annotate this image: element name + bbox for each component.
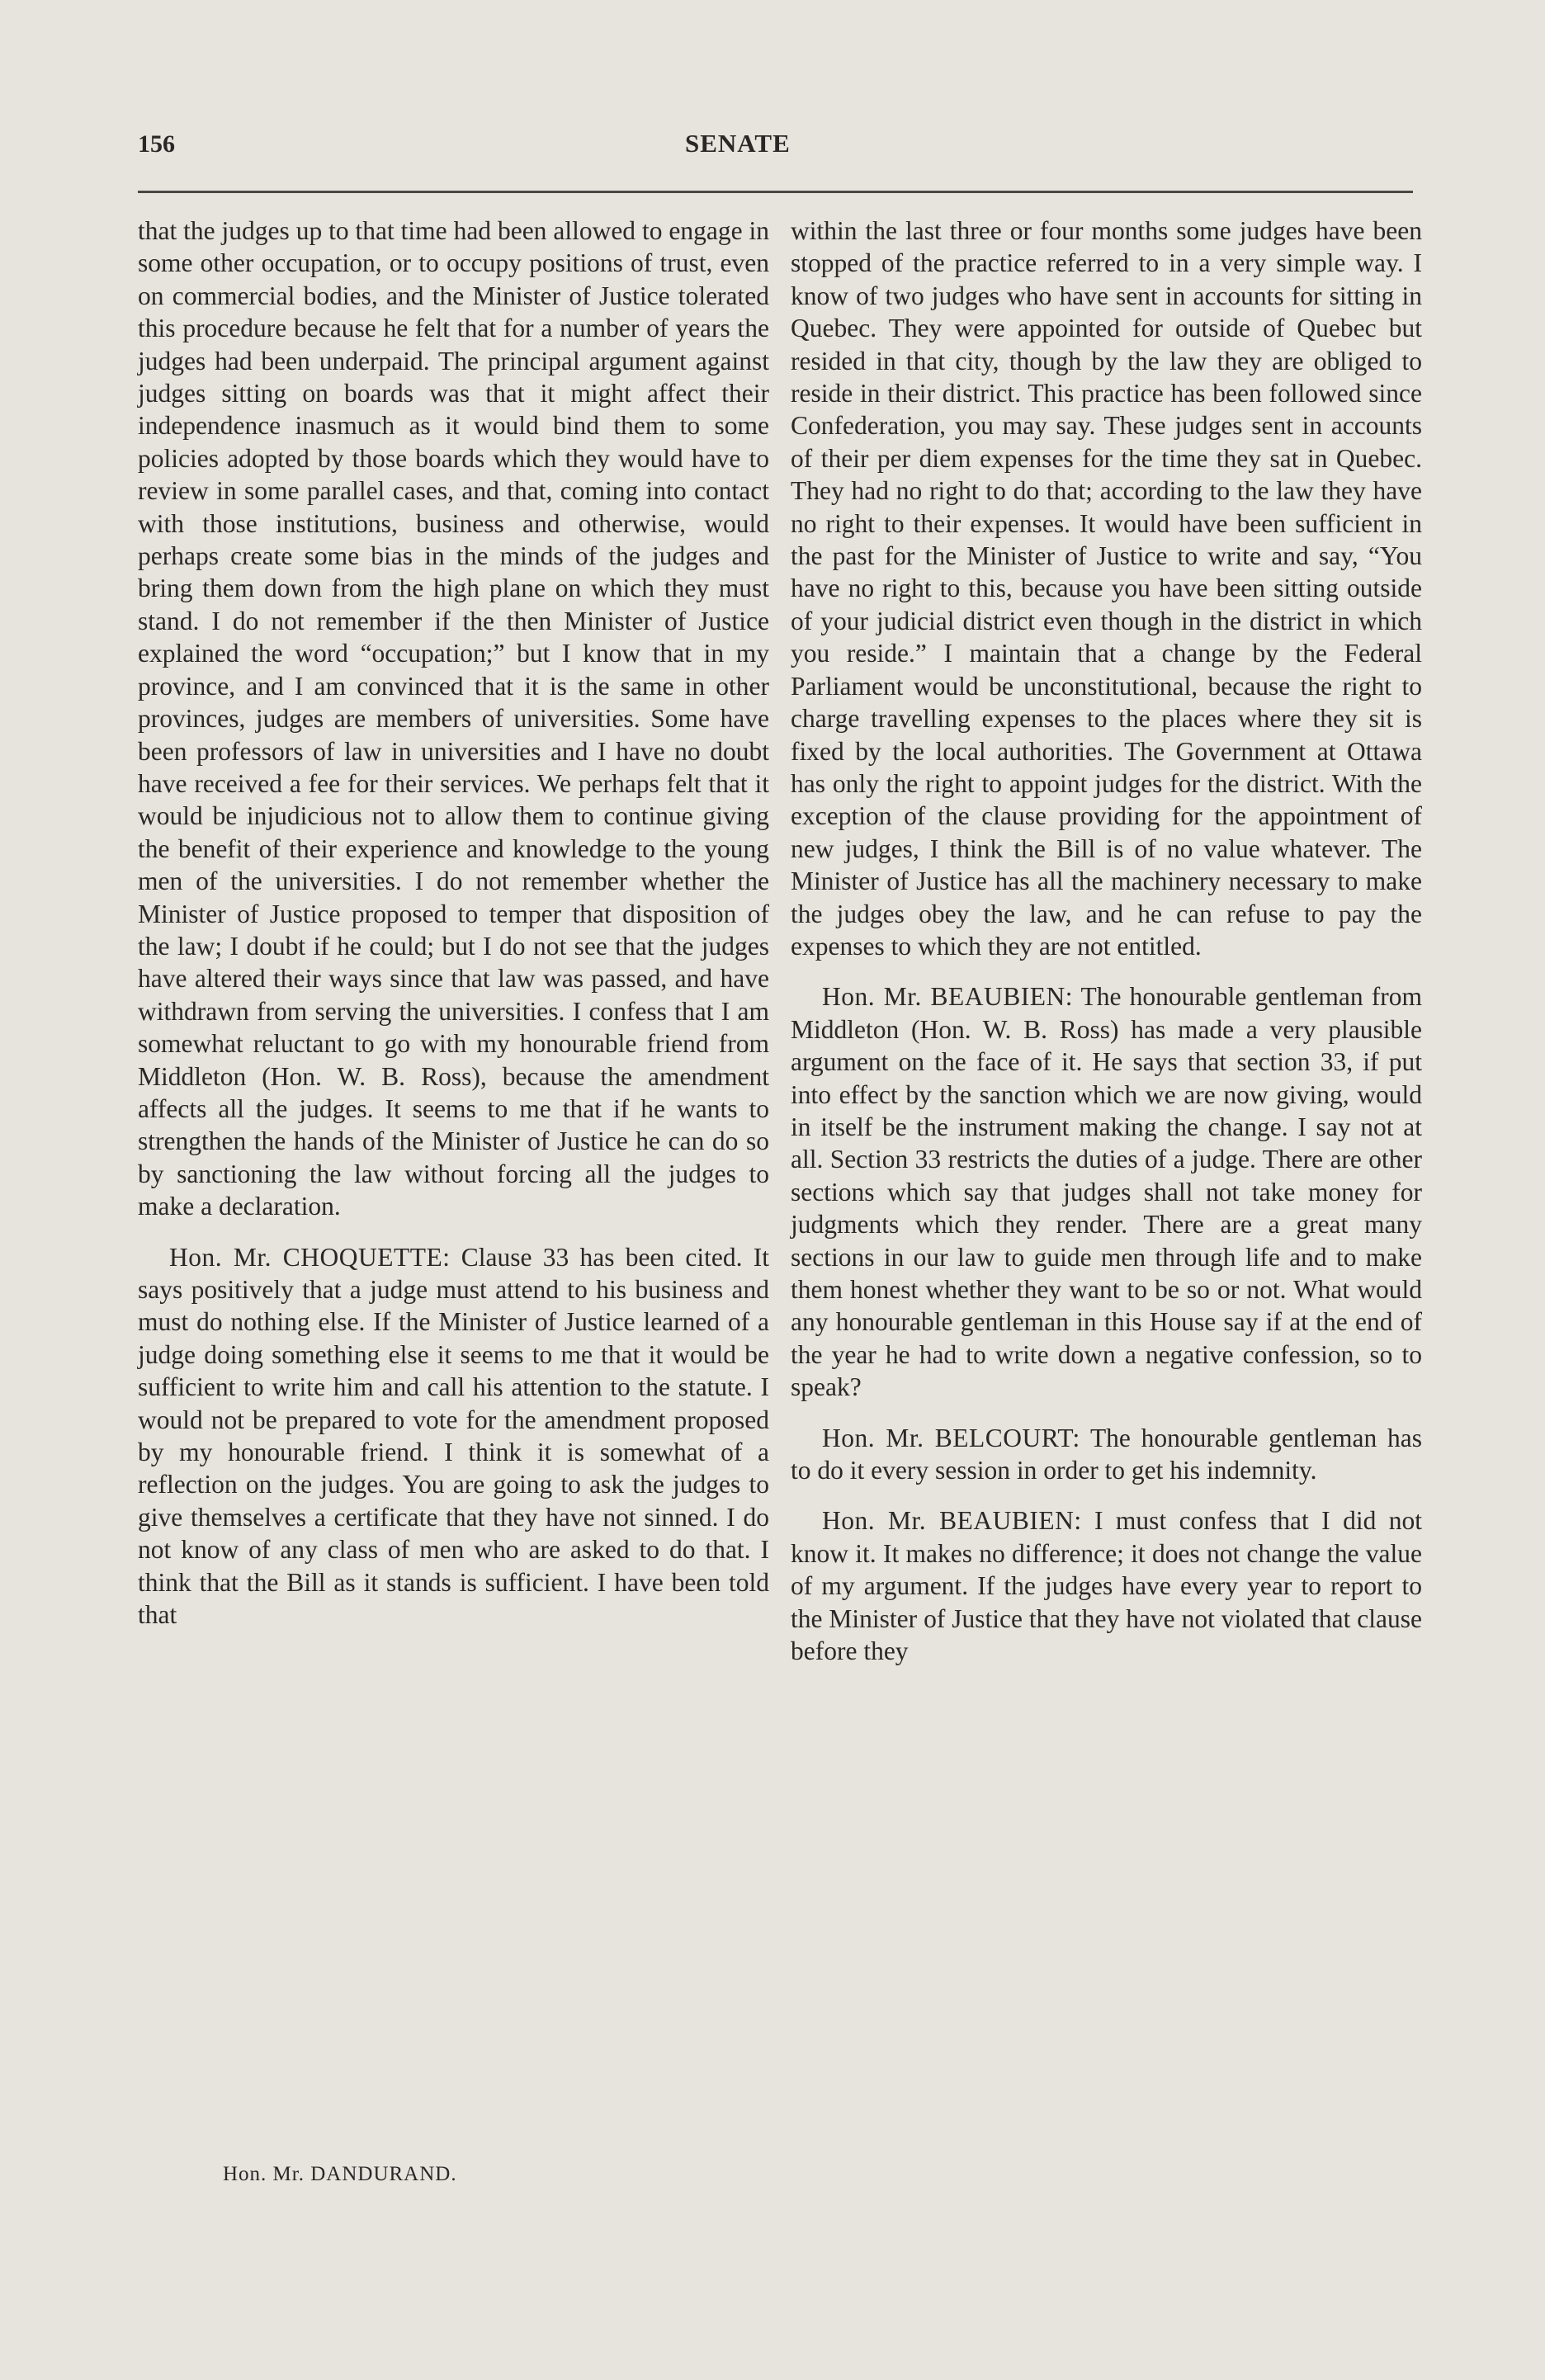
right-paragraph-1: within the last three or four months some judges have been stopped of the practice referred to in a very simple way. I know of two judges who have sent in accounts for sitting in Quebec. They were appointed for outside of Quebec but resided in that city, though by the law they are obliged to reside in their district. This practice has been followed since Confederation, you may say. These judges sent in accounts of their per diem expenses for the time they sat in Quebec. They had no right to do that; according to the law they have no right to their expenses. It would have been sufficient in the past for the Minister of Justice to write and say, “You have no right to this, because you have been sitting outside of your judicial district even though in the district in which you reside.” I maintain that a change by the Federal Parliament would be unconstitutional, because the right to charge travelling expenses to the places where they sit is fixed by the local authorities. The Government at Ottawa has only the right to appoint judges for the district. With the exception of the clause providing for the appointment of new judges, I think the Bill is of no value whatever. The Minister of Justice has all the machinery necessary to make the judges obey the law, and he can refuse to pay the expenses to which they are not entitled. (791, 216, 1422, 961)
speaker-belcourt: Hon. Mr. BELCOURT: (822, 1423, 1080, 1452)
left-column (138, 215, 769, 1649)
left-paragraph-2 (138, 1241, 769, 1632)
speech-choquette-text: Clause 33 has been cited. It says positively that a judge must attend to his business and must do nothing else. If the Minister of Justice learned of a judge doing something else it seems to me that it would be sufficient to write him and call his attention to the statute. I would not be prepared to vote for the amendment proposed by my honourable friend. I think it is somewhat of a reflection on the judges. You are going to ask the judges to give themselves a certificate that they have not sinned. I do not know of any class of men who are asked to do that. I think that the Bill as it stands is sufficient. I have been told that (138, 1242, 769, 1630)
header-rule (138, 191, 1413, 193)
speaker-beaubien-2: Hon. Mr. BEAUBIEN: (822, 1506, 1082, 1536)
page-number: 156 (138, 130, 175, 158)
left-paragraph-1: that the judges up to that time had been allowed to engage in some other occupation, or to occupy positions of trust, even on commercial bodies, and the Minister of Justice tolerated this procedure because he felt that for a number of years the judges had been underpaid. The principal argument against judges sitting on boards was that it might affect their independence inasmuch as it would bind them to some policies adopted by those boards which they would have to review in some parallel cases, and that, coming into contact with those institutions, business and otherwise, would perhaps create some bias in the minds of the judges and bring them down from the high plane on which they must stand. I do not remember if the then Minister of Justice explained the word “occupation;” but I know that in my province, and I am convinced that it is the same in other provinces, judges are members of universities. Some have been professors of law in universities and I have no doubt have received a fee for their services. We perhaps felt that it would be injudicious not to allow them to continue giving the benefit of their experience and knowledge to the young men of the universities. I do not remember whether the Minister of Justice proposed to temper that disposition of the law; I doubt if he could; but I do not see that the judges have altered their ways since that law was passed, and have withdrawn from serving the universities. I confess that I am somewhat reluctant to go with my honourable friend from Middleton (Hon. W. B. Ross), because the amendment affects all the judges. It seems to me that if he wants to strengthen the hands of the Minister of Justice he can do so by sanctioning the law without forcing all the judges to make a declaration. (138, 216, 769, 1221)
right-paragraph-4 (791, 1504, 1422, 1667)
right-paragraph-3 (791, 1422, 1422, 1487)
speech-beaubien-text: The honourable gentleman from Middleton (Hon. W. B. Ross) has made a very plausible argument on the face of it. He says that section 33, if put into effect by the sanction which we are now giving, would in itself be the instrument making the change. I say not at all. Section 33 restricts the duties of a judge. There are other sections which say that judges shall not take money for judgments which they render. There are a great many sections in our law to guide men through life and to make them honest whether they want to be so or not. What would any honourable gentleman in this House say if at the end of the year he had to write down a negative confession, so to speak? (791, 982, 1423, 1402)
right-column (791, 215, 1422, 1685)
speaker-choquette: Hon. Mr. CHOQUETTE: (169, 1242, 451, 1272)
speech-belcourt-text: The honourable gentleman has to do it every session in order to get his indemnity. (791, 1423, 1422, 1485)
speech-beaubien-2-text: I must confess that I did not know it. It makes no difference; it does not change the value of my argument. If the judges have every year to report to the Minister of Justice that they have not violated that clause before they (791, 1506, 1422, 1666)
running-footer-name: Hon. Mr. DANDURAND. (223, 2163, 457, 2185)
right-paragraph-2 (791, 980, 1422, 1403)
speaker-beaubien: Hon. Mr. BEAUBIEN: (822, 982, 1073, 1012)
running-title: SENATE (685, 129, 791, 158)
